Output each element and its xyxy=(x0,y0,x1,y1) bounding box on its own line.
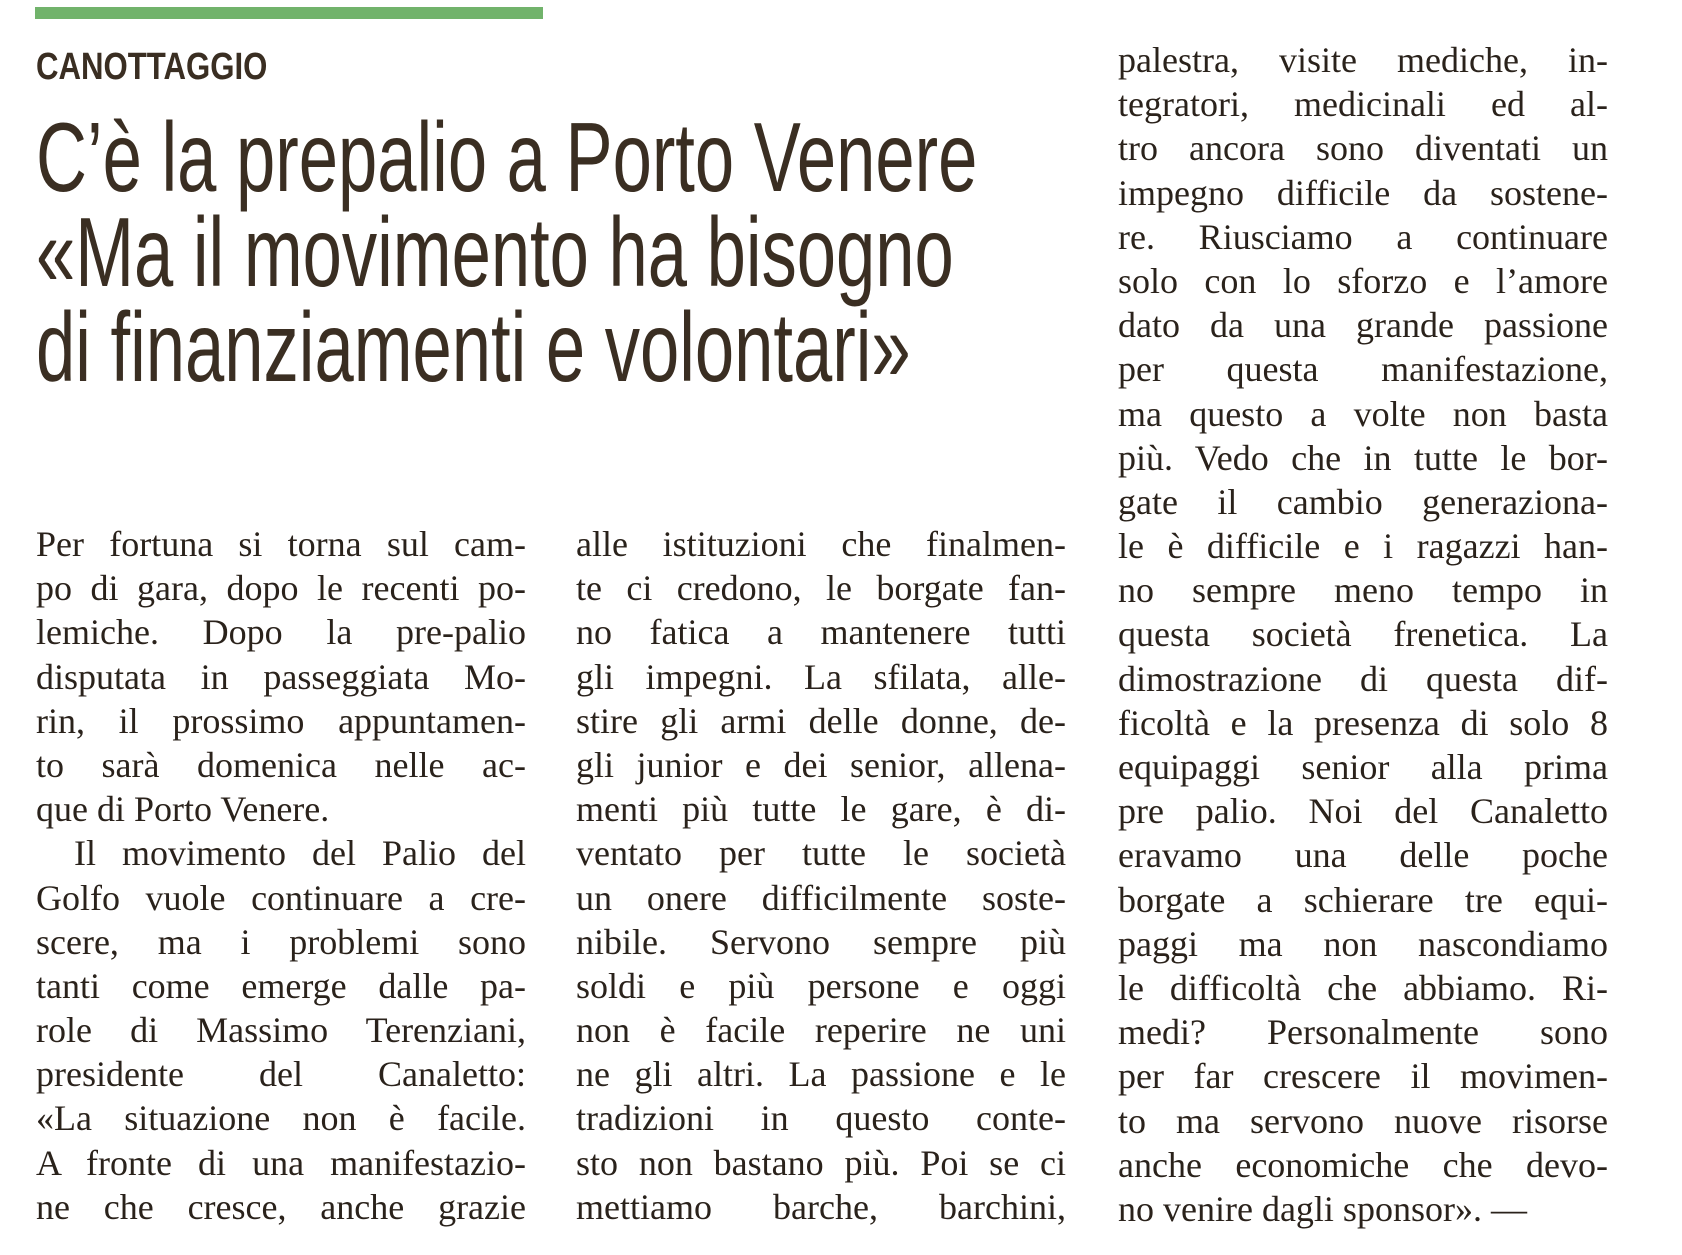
body-text-line: dato da una grande passione xyxy=(1118,305,1608,346)
body-text-line: to sarà domenica nelle ac- xyxy=(36,744,526,785)
body-text-line: soldi e più persone e oggi xyxy=(576,965,1066,1006)
body-text-line: eravamo una delle poche xyxy=(1118,835,1608,876)
section-label: CANOTTAGGIO xyxy=(36,46,268,88)
body-text-line: tanti come emerge dalle pa- xyxy=(36,965,526,1006)
body-text-line: Per fortuna si torna sul cam- xyxy=(36,524,526,564)
headline-line: C’è la prepalio a Porto Venere xyxy=(36,102,978,212)
body-text-line: per far crescere il movimen- xyxy=(1118,1056,1608,1097)
body-text-line: Golfo vuole continuare a cre- xyxy=(36,877,526,918)
body-text-line: ventato per tutte le società xyxy=(576,833,1066,874)
article-column-3 xyxy=(1118,38,1608,1231)
headline-line: «Ma il movimento ha bisogno xyxy=(36,197,954,307)
body-text-line: gate il cambio generaziona- xyxy=(1118,481,1608,522)
body-text-line: no venire dagli sponsor». — xyxy=(1118,1188,1527,1229)
body-text-line: le difficoltà che abbiamo. Ri- xyxy=(1118,967,1608,1008)
body-text-line: mettiamo barche, barchini, xyxy=(576,1186,1066,1227)
body-text-line: presidente del Canaletto: xyxy=(36,1054,526,1095)
body-text-line: ficoltà e la presenza di solo 8 xyxy=(1118,702,1608,743)
body-text-line: nibile. Servono sempre più xyxy=(576,921,1066,962)
body-text-line: «La situazione non è facile. xyxy=(36,1098,526,1139)
body-text-line: re. Riusciamo a continuare xyxy=(1118,216,1608,257)
body-text-line: A fronte di una manifestazio- xyxy=(36,1142,526,1183)
body-text-line: sto non bastano più. Poi se ci xyxy=(576,1142,1066,1183)
body-text-line: no fatica a mantenere tutti xyxy=(576,612,1066,653)
headline xyxy=(36,102,978,402)
body-text-line: to ma servono nuove risorse xyxy=(1118,1100,1608,1141)
body-text-line: gli junior e dei senior, allena- xyxy=(576,744,1066,785)
body-text-line: per questa manifestazione, xyxy=(1118,349,1608,390)
body-text-line: anche economiche che devo- xyxy=(1118,1144,1608,1185)
section-accent-rule xyxy=(35,7,543,19)
article-column-2 xyxy=(576,522,1066,1229)
body-text-line: Il movimento del Palio del xyxy=(74,833,526,874)
body-text-line: te ci credono, le borgate fan- xyxy=(576,568,1066,609)
body-text-line: non è facile reperire ne uni xyxy=(576,1010,1066,1051)
body-text-line: ne gli altri. La passione e le xyxy=(576,1054,1066,1095)
body-text-line: impegno difficile da sostene- xyxy=(1118,172,1608,213)
body-text-line: rin, il prossimo appuntamen- xyxy=(36,700,526,741)
headline-line: di finanziamenti e volontari» xyxy=(36,292,911,402)
body-text-line: stire gli armi delle donne, de- xyxy=(576,700,1066,741)
body-text-line: disputata in passeggiata Mo- xyxy=(36,656,526,697)
body-text-line: paggi ma non nascondiamo xyxy=(1118,923,1608,964)
body-text-line: ma questo a volte non basta xyxy=(1118,393,1608,434)
body-text-line: menti più tutte le gare, è di- xyxy=(576,789,1066,830)
body-text-line: equipaggi senior alla prima xyxy=(1118,747,1608,787)
body-text-line: que di Porto Venere. xyxy=(36,789,330,830)
body-text-line: po di gara, dopo le recenti po- xyxy=(36,568,526,609)
body-text-line: tegratori, medicinali ed al- xyxy=(1118,84,1608,125)
body-text-line: borgate a schierare tre equi- xyxy=(1118,879,1608,920)
body-text-line: un onere difficilmente soste- xyxy=(576,877,1066,918)
body-text-line: scere, ma i problemi sono xyxy=(36,921,526,962)
body-text-line: dimostrazione di questa dif- xyxy=(1118,658,1608,699)
body-text-line: gli impegni. La sfilata, alle- xyxy=(576,656,1066,697)
body-text-line: no sempre meno tempo in xyxy=(1118,570,1608,611)
body-text-line: le è difficile e i ragazzi han- xyxy=(1118,526,1608,567)
body-text-line: role di Massimo Terenziani, xyxy=(36,1010,526,1051)
article-column-1 xyxy=(36,522,526,1229)
body-text-line: più. Vedo che in tutte le bor- xyxy=(1118,437,1608,478)
body-text-line: pre palio. Noi del Canaletto xyxy=(1118,791,1608,832)
body-text-line: solo con lo sforzo e l’amore xyxy=(1118,260,1608,301)
body-text-line: questa società frenetica. La xyxy=(1118,614,1608,655)
body-text-line: medi? Personalmente sono xyxy=(1118,1012,1608,1053)
body-text-line: ne che cresce, anche grazie xyxy=(36,1186,526,1227)
body-text-line: tradizioni in questo conte- xyxy=(576,1098,1066,1139)
body-text-line: palestra, visite mediche, in- xyxy=(1118,40,1608,80)
body-text-line: lemiche. Dopo la pre-palio xyxy=(36,612,526,653)
body-text-line: alle istituzioni che finalmen- xyxy=(576,524,1066,564)
body-text-line: tro ancora sono diventati un xyxy=(1118,128,1608,169)
